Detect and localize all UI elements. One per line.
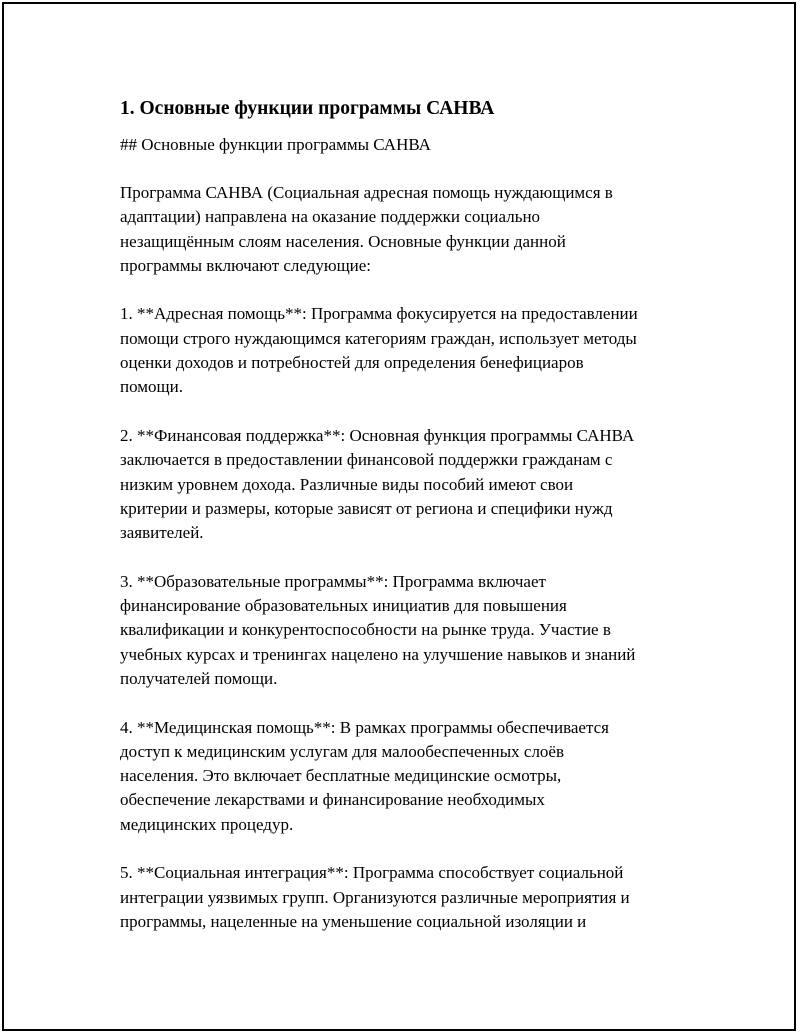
text-line: программы включают следующие:	[120, 255, 372, 275]
paragraph-intro	[120, 181, 690, 278]
text-line: обеспечение лекарствами и финансирование необходимых	[120, 790, 545, 810]
text-line: 2. **Финансовая поддержка**: Основная функция программы САНВА	[120, 425, 635, 445]
paragraph-item-2	[120, 424, 690, 545]
text-line: получателей помощи.	[120, 668, 278, 688]
paragraph-item-5	[120, 861, 690, 934]
text-line: программы, нацеленные на уменьшение социальной изоляции и	[120, 911, 587, 931]
text-line: учебных курсах и тренингах нацелено на улучшение навыков и знаний	[120, 644, 636, 664]
text-line: низким уровнем дохода. Различные виды пособий имеют свои	[120, 474, 574, 494]
text-line: незащищённым слоям населения. Основные функции данной	[120, 231, 566, 251]
text-line: помощи строго нуждающимся категориям граждан, использует методы	[120, 328, 637, 348]
text-line: помощи.	[120, 377, 183, 397]
text-line: критерии и размеры, которые зависят от региона и специфики нужд	[120, 498, 613, 518]
text-line: оценки доходов и потребностей для определения бенефициаров	[120, 353, 584, 373]
text-line: интеграции уязвимых групп. Организуются различные мероприятия и	[120, 887, 630, 907]
page-title: 1. Основные функции программы САНВА	[120, 98, 495, 119]
document-page	[2, 2, 796, 1031]
paragraph-item-3	[120, 570, 690, 691]
text-line: 5. **Социальная интеграция**: Программа способствует социальной	[120, 863, 624, 883]
paragraph-item-4	[120, 716, 690, 837]
paragraph-item-1	[120, 302, 690, 399]
text-line: медицинских процедур.	[120, 814, 294, 834]
document-body	[120, 96, 690, 959]
text-line: 1. **Адресная помощь**: Программа фокусируется на предоставлении	[120, 304, 638, 324]
text-line: 4. **Медицинская помощь**: В рамках программы обеспечивается	[120, 717, 609, 737]
text-line: населения. Это включает бесплатные медицинские осмотры,	[120, 766, 562, 786]
text-line: 3. **Образовательные программы**: Программа включает	[120, 571, 546, 591]
section-heading: ## Основные функции программы САНВА	[120, 135, 431, 154]
text-line: заключается в предоставлении финансовой поддержки гражданам с	[120, 450, 613, 470]
text-line: адаптации) направлена на оказание поддержки социально	[120, 207, 541, 227]
text-line: Программа САНВА (Социальная адресная помощь нуждающимся в	[120, 183, 613, 202]
text-line: финансирование образовательных инициатив для повышения	[120, 596, 567, 616]
text-line: квалификации и конкурентоспособности на рынке труда. Участие в	[120, 620, 611, 640]
text-line: доступ к медицинским услугам для малообеспеченных слоёв	[120, 741, 565, 761]
text-line: заявителей.	[120, 523, 204, 543]
